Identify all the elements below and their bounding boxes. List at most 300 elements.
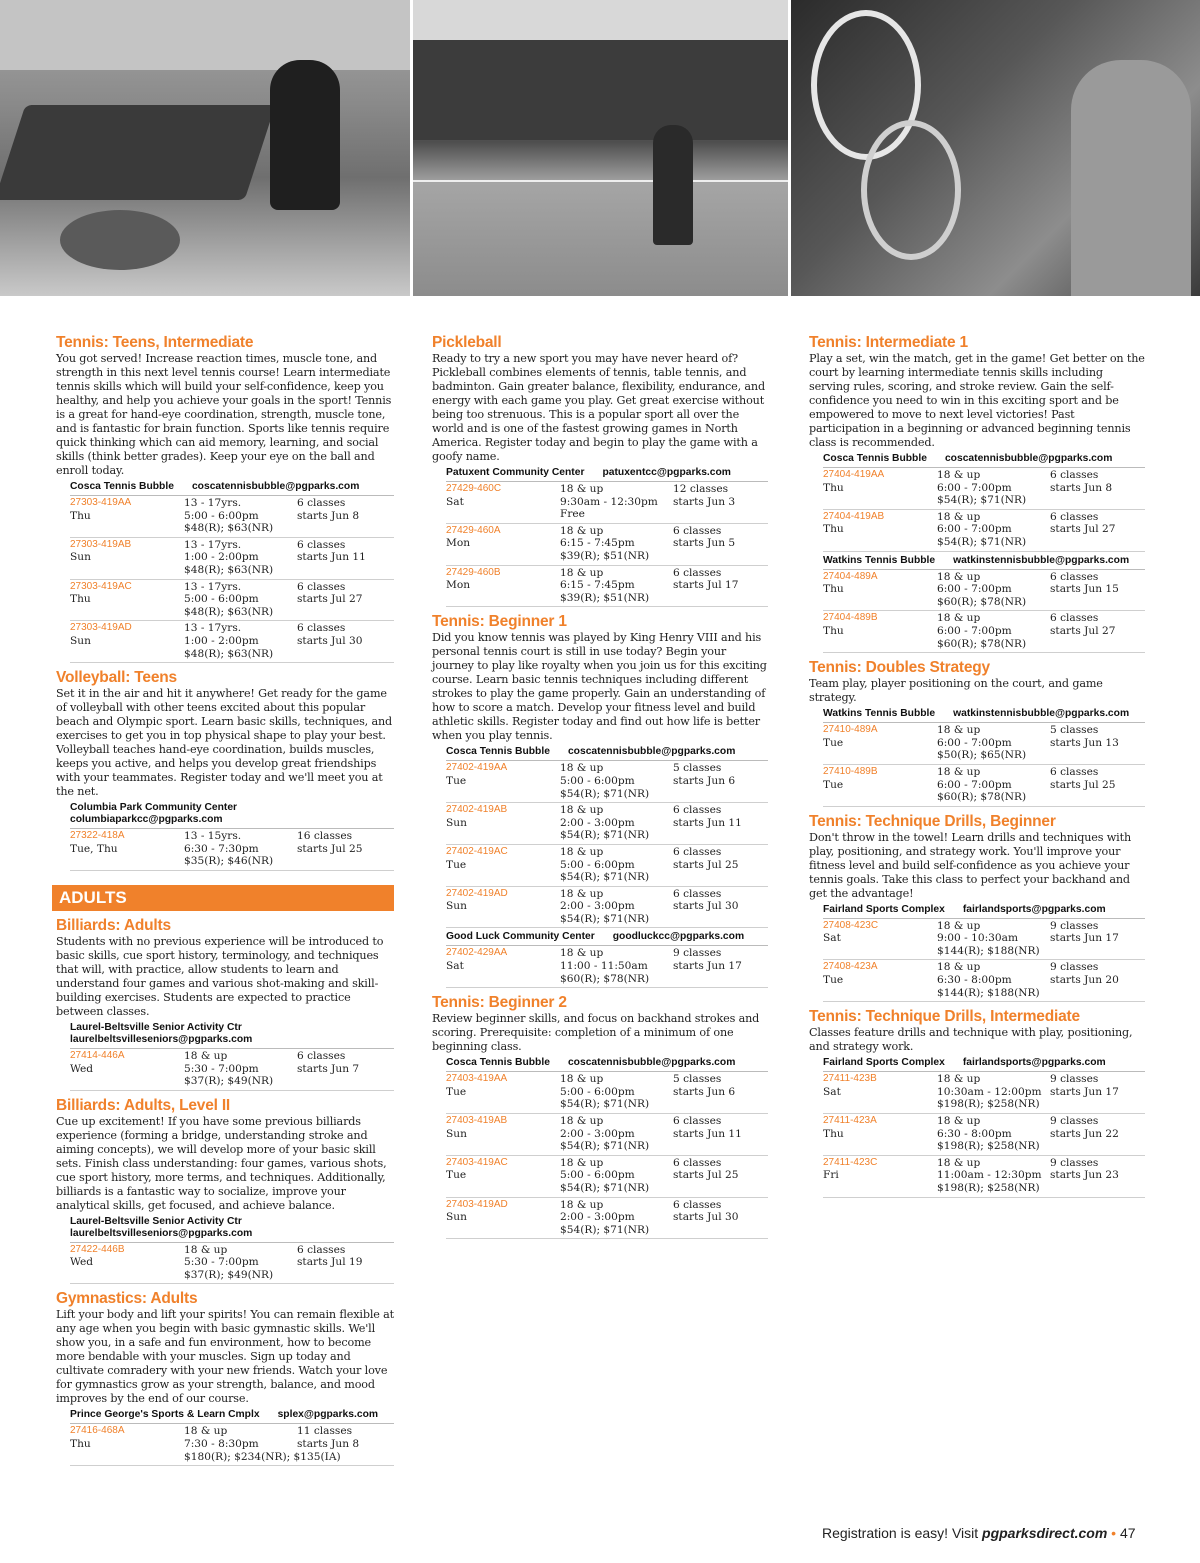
class-count: 6 classes [673,887,722,900]
row-col-code [446,1157,560,1195]
age-range: 18 & up [937,570,981,583]
row-col-classes [673,1073,768,1111]
schedule-table [823,722,1145,807]
course-code[interactable]: 27303-419AB [70,538,132,550]
start-date: starts Jun 6 [673,774,736,787]
row-col-code [823,766,937,804]
row-col-time [560,762,673,800]
age-range: 13 - 15yrs. [184,830,242,843]
location-email[interactable]: patuxentcc@pgparks.com [602,467,731,478]
row-col-time [560,804,673,842]
course-code[interactable]: 27429-460B [446,566,501,578]
tennis-photo [791,0,1200,296]
row-col-classes [673,846,768,884]
schedule-row [823,919,1145,961]
location-header [56,478,394,495]
course-pickleball [432,334,768,607]
course-code[interactable]: 27414-446A [70,1049,125,1061]
class-count: 16 classes [297,830,353,843]
class-count: 9 classes [1050,1156,1099,1169]
class-count: 6 classes [1050,612,1099,625]
location-email[interactable]: coscatennisbubble@pgparks.com [944,453,1113,464]
course-volleyball-teens [56,669,394,871]
course-code[interactable]: 27410-489B [823,765,878,777]
location-header [809,901,1145,918]
class-time: 5:00 - 6:00pm [184,593,259,606]
start-date: starts Jun 3 [673,495,736,508]
row-col-time [937,612,1050,650]
location-email[interactable]: columbiaparkcc@pgparks.com [70,814,223,826]
location-header [432,464,768,481]
course-code[interactable]: 27429-460A [446,524,501,536]
start-date: starts Jul 27 [1050,624,1116,637]
course-title: Tennis: Doubles Strategy [809,659,990,677]
meeting-day: Sun [446,816,467,829]
meeting-day: Thu [70,1438,91,1451]
row-col-classes [297,1050,394,1088]
meeting-day: Tue [823,974,844,987]
row-col-time [184,622,297,660]
row-col-code [446,525,560,563]
course-code[interactable]: 27408-423A [823,961,878,973]
course-title: Tennis: Teens, Intermediate [56,334,254,351]
location-name: Good Luck Community Center [446,931,595,943]
course-description: Set it in the air and hit it anywhere! Get ready for the game of volleyball with other teens excited about this popular beach and Olympic sport. Learn basic skills, techniques, and exercises to get you in top physical shape to play your best. Volleyball teaches hand-eye coordination, builds muscles, keeps you active, and helps you develop great friendships with your teammates. Register today and we'll meet you at the net. [56,687,393,799]
class-count: 9 classes [1050,961,1099,974]
location-name: Columbia Park Community Center [70,802,238,814]
age-range: 13 - 17yrs. [184,580,242,593]
location-name: Watkins Tennis Bubble [823,554,936,566]
class-fee: $54(R); $71(NR) [560,912,650,925]
row-col-time [937,920,1050,958]
start-date: starts Jun 11 [297,551,366,564]
age-range: 18 & up [937,1156,981,1169]
start-date: starts Jun 22 [1050,1127,1119,1140]
class-count: 6 classes [297,538,346,551]
row-col-code [823,612,937,650]
row-col-classes [673,483,768,521]
course-title: Pickleball [432,334,502,351]
class-time: 1:00 - 2:00pm [184,551,259,564]
course-code[interactable]: 27422-446B [70,1243,125,1255]
column-right [809,328,1145,1198]
schedule-table [70,495,394,663]
location-email[interactable]: splex@pgparks.com [277,1409,379,1421]
row-col-code [823,724,937,762]
schedule-row [823,510,1145,552]
class-time: 9:30am - 12:30pm [560,495,658,508]
course-billiards-adults [56,917,394,1091]
age-range: 18 & up [184,1049,228,1062]
column-middle [432,328,768,1239]
meeting-day: Fri [823,1169,839,1182]
schedule-row [823,1072,1145,1114]
row-col-code [823,1115,937,1153]
class-count: 6 classes [673,845,722,858]
meeting-day: Wed [70,1062,94,1075]
schedule-table [823,918,1145,1003]
course-title: Billiards: Adults [56,916,171,934]
row-col-time [184,581,297,619]
start-date: starts Jun 8 [297,1438,360,1451]
schedule-row [70,538,394,580]
schedule-row [446,761,768,803]
age-range: 18 & up [560,1073,604,1086]
row-col-classes [1050,571,1145,609]
meeting-day: Thu [823,583,844,596]
class-fee: $48(R); $63(NR) [184,647,274,660]
course-code[interactable]: 27404-489B [823,612,878,624]
class-time: 5:00 - 6:00pm [560,858,635,871]
row-col-code [446,804,560,842]
course-code[interactable]: 27404-489A [823,570,878,582]
course-code[interactable]: 27410-489A [823,724,878,736]
start-date: starts Jul 25 [297,842,363,855]
location-name: Cosca Tennis Bubble [446,1057,550,1069]
row-col-code [446,888,560,926]
location-email[interactable]: watkinstennisbubble@pgparks.com [953,554,1130,566]
schedule-table [70,1242,394,1285]
row-col-classes [297,830,394,868]
age-range: 18 & up [560,566,604,579]
course-code[interactable]: 27408-423C [823,919,879,931]
start-date: starts Jun 11 [673,1127,742,1140]
meeting-day: Sun [446,1127,467,1140]
class-count: 9 classes [673,947,722,960]
class-count: 6 classes [297,497,346,509]
row-col-code [70,497,184,535]
meeting-day: Tue [823,778,844,791]
row-col-time [937,724,1050,762]
course-description: Review beginner skills, and focus on backhand strokes and scoring. Prerequisite: completion of a minimum of one beginning class. [432,1012,760,1054]
location-email[interactable]: watkinstennisbubble@pgparks.com [953,708,1130,720]
course-code[interactable]: 27416-468A [70,1425,125,1437]
class-fee: $37(R); $49(NR) [184,1075,274,1088]
class-time: 5:30 - 7:00pm [184,1256,259,1269]
class-fee: $60(R); $78(NR) [937,791,1027,804]
meeting-day: Tue [446,858,467,871]
age-range: 13 - 17yrs. [184,622,242,635]
age-range: 18 & up [560,1198,604,1211]
age-range: 18 & up [560,1115,604,1128]
meeting-day: Tue [823,736,844,749]
location-email[interactable]: laurelbeltsvilleseniors@pgparks.com [70,1033,253,1045]
age-range: 18 & up [937,1115,981,1128]
row-col-time [560,567,673,605]
course-code[interactable]: 27403-419AC [446,1156,508,1168]
class-count: 6 classes [673,1156,722,1169]
row-col-classes [673,888,768,926]
row-col-code [446,1073,560,1111]
location-email[interactable]: goodluckcc@pgparks.com [612,931,745,943]
course-code[interactable]: 27411-423C [823,1156,878,1168]
row-col-classes [297,581,394,619]
row-col-classes [1050,1115,1145,1153]
row-col-classes [1050,511,1145,549]
course-tennis-doubles-strategy [809,659,1145,807]
row-col-code [446,947,560,985]
row-col-code [70,1425,184,1463]
location-email[interactable]: coscatennisbubble@pgparks.com [191,481,360,492]
course-code[interactable]: 27411-423A [823,1115,877,1127]
course-code[interactable]: 27322-418A [70,830,125,842]
class-count: 6 classes [297,622,346,635]
course-code[interactable]: 27303-419AD [70,622,132,634]
class-count: 5 classes [1050,724,1099,737]
class-count: 9 classes [1050,919,1099,932]
location-name: Cosca Tennis Bubble [70,481,174,492]
row-col-time [560,525,673,563]
course-code[interactable]: 27402-429AA [446,947,508,959]
row-col-time [560,483,673,521]
row-col-code [823,961,937,999]
class-fee: $50(R); $65(NR) [937,749,1027,762]
row-col-code [823,511,937,549]
row-col-time [937,1115,1050,1153]
class-fee: $54(R); $71(NR) [560,787,650,800]
schedule-row [446,1072,768,1114]
age-range: 18 & up [937,961,981,974]
course-title: Volleyball: Teens [56,669,177,687]
class-fee: $54(R); $71(NR) [560,829,650,842]
course-code[interactable]: 27303-419AC [70,580,132,592]
meeting-day: Sun [70,551,91,564]
row-col-time [184,497,297,535]
class-fee: $54(R); $71(NR) [560,1182,650,1194]
class-time: 2:00 - 3:00pm [560,816,635,829]
age-range: 18 & up [184,1425,228,1438]
class-fee: Free [560,508,585,521]
class-count: 5 classes [673,762,722,775]
location-header [56,799,394,828]
age-range: 18 & up [937,469,981,481]
schedule-row [823,611,1145,653]
start-date: starts Jul 25 [1050,778,1116,791]
row-col-classes [1050,1157,1145,1195]
course-code[interactable]: 27402-419AB [446,804,508,816]
course-technique-drills-beginner [809,813,1145,1003]
schedule-row [446,1114,768,1156]
age-range: 18 & up [937,612,981,625]
course-code[interactable]: 27402-419AC [446,845,508,857]
row-col-classes [673,1115,768,1153]
schedule-row [823,468,1145,510]
start-date: starts Jun 5 [673,537,736,550]
location-email[interactable]: fairlandsports@pgparks.com [962,1057,1106,1069]
course-tennis-beginner-2 [432,994,768,1239]
location-name: Prince George's Sports & Learn Cmplx [70,1409,260,1421]
row-col-classes [297,1425,394,1463]
meeting-day: Sat [823,1085,841,1098]
course-code[interactable]: 27429-460C [446,483,502,494]
meeting-day: Tue, Thu [70,842,118,855]
row-col-code [823,920,937,958]
course-billiards-adults-level-ii [56,1097,394,1285]
schedule-row [823,1114,1145,1156]
start-date: starts Jun 20 [1050,974,1119,987]
row-col-time [184,539,297,577]
schedule-table [446,760,768,928]
row-col-classes [1050,1073,1145,1111]
row-col-time [560,1073,673,1111]
row-col-code [446,483,560,521]
class-time: 5:00 - 6:00pm [560,774,635,787]
course-code[interactable]: 27403-419AD [446,1198,508,1210]
location-name: Patuxent Community Center [446,467,585,478]
course-description: Play a set, win the match, get in the game! Get better on the court by learning intermediate tennis skills including serving rules, scoring, and stroke review. Gain the self-confidence you need to win in this exciting sport and be empowered to move to next level victories! Past participation in a beginning or advanced beginning tennis class is recommended. [809,352,1145,449]
meeting-day: Sat [446,495,464,508]
class-time: 11:00am - 12:30pm [937,1169,1042,1182]
class-count: 6 classes [673,1198,722,1211]
course-code[interactable]: 27411-423B [823,1073,877,1085]
row-col-time [184,1244,297,1282]
row-col-code [446,1199,560,1237]
location-email[interactable]: fairlandsports@pgparks.com [962,903,1106,915]
course-title: Gymnastics: Adults [56,1290,198,1308]
age-range: 18 & up [937,1073,981,1086]
start-date: starts Jul 25 [673,1169,739,1182]
row-col-time [560,1115,673,1153]
row-col-classes [1050,612,1145,650]
class-time: 5:00 - 6:00pm [560,1085,635,1098]
class-count: 11 classes [297,1425,353,1438]
schedule-row [823,570,1145,612]
start-date: starts Jun 17 [1050,932,1119,945]
class-time: 5:00 - 6:00pm [560,1169,635,1182]
course-code[interactable]: 27404-419AA [823,469,885,480]
schedule-row [70,1243,394,1285]
class-time: 6:00 - 7:00pm [937,624,1012,637]
row-col-code [823,571,937,609]
course-code[interactable]: 27404-419AB [823,510,885,522]
row-col-time [937,469,1050,507]
class-fee: $198(R); $258(NR) [937,1182,1040,1194]
age-range: 13 - 17yrs. [184,497,242,509]
class-time: 6:30 - 8:00pm [937,1127,1012,1140]
start-date: starts Jun 17 [673,960,742,973]
course-title: Tennis: Beginner 1 [432,613,567,631]
row-col-classes [673,1157,768,1195]
location-name: Cosca Tennis Bubble [823,453,927,464]
class-count: 6 classes [1050,469,1099,481]
class-time: 6:30 - 7:30pm [184,842,259,855]
location-header [56,1213,394,1242]
row-col-code [70,581,184,619]
pickleball-photo [413,0,788,296]
billiards-photo [0,0,410,296]
start-date: starts Jul 27 [1050,523,1116,536]
row-col-classes [1050,766,1145,804]
row-col-classes [297,1244,394,1282]
schedule-row [446,482,768,524]
meeting-day: Sat [823,932,841,945]
row-col-classes [1050,920,1145,958]
course-description: Cue up excitement! If you have some previous billiards experience (forming a bridge, understanding stroke and aiming concepts), we will develop more of your basic skill sets. Finish class understanding: four games, various shots, cue sport history, more terms, and techniques. Additionally, billiards is a fantastic way to socialize, improve your analytical skills, get focused, and achieve balance. [56,1114,387,1212]
course-code[interactable]: 27402-419AA [446,762,508,774]
row-col-time [937,571,1050,609]
location-email[interactable]: coscatennisbubble@pgparks.com [567,746,736,758]
location-header [432,743,768,760]
course-tennis-intermediate-1 [809,334,1145,653]
class-count: 6 classes [673,524,722,537]
start-date: starts Jun 15 [1050,583,1119,596]
class-fee: $39(R); $51(NR) [560,591,650,604]
schedule-table [446,1071,768,1239]
row-col-classes [673,947,768,985]
meeting-day: Thu [70,509,91,522]
age-range: 18 & up [560,762,604,775]
course-code[interactable]: 27303-419AA [70,497,132,508]
class-fee: $54(R); $71(NR) [560,1098,650,1111]
location-header [809,552,1145,569]
schedule-row [446,887,768,929]
page-footer [822,1525,1152,1541]
course-description: You got served! Increase reaction times, muscle tone, and strength in this next level tennis course! Learn intermediate tennis skills which will build your self-confidence, keep you healthy, and help you achieve your goals in the sport! Tennis is a great for hand-eye coordination, strength, muscle tone, and is fantastic for brain function. Sports like tennis require quick thinking which can aid memory, learning, and social skills (think better grades). Keep your eye on the ball and enroll today. [56,352,392,477]
schedule-row [446,946,768,988]
course-code[interactable]: 27402-419AD [446,887,508,899]
schedule-row [823,765,1145,807]
footer-site-link[interactable]: pgparksdirect.com [982,1525,1108,1541]
row-col-time [937,511,1050,549]
start-date: starts Jul 17 [673,579,739,592]
meeting-day: Mon [446,537,471,550]
age-range: 18 & up [560,483,604,495]
location-header [432,928,768,945]
start-date: starts Jun 11 [673,816,742,829]
course-code[interactable]: 27403-419AA [446,1073,508,1085]
location-email[interactable]: coscatennisbubble@pgparks.com [567,1057,736,1069]
course-code[interactable]: 27403-419AB [446,1115,508,1127]
row-col-time [937,766,1050,804]
class-count: 9 classes [1050,1115,1099,1128]
age-range: 18 & up [560,887,604,900]
schedule-row [446,566,768,608]
location-name: Fairland Sports Complex [823,903,945,915]
row-col-code [70,830,184,868]
location-name: Laurel-Beltsville Senior Activity Ctr [70,1215,242,1227]
location-name: Watkins Tennis Bubble [823,708,936,720]
class-time: 9:00 - 10:30am [937,932,1018,945]
schedule-table [823,1071,1145,1197]
class-fee: $48(R); $63(NR) [184,605,274,618]
course-description: Ready to try a new sport you may have never heard of? Pickleball combines elements of tennis, table tennis, and badminton. Gain greater balance, flexibility, endurance, and energy with each game you play. Get great exercise without being too strenuous. This is a popular sport all over the world and is one of the fastest growing games in North America. Register today and begin to play the game with a goofy name. [432,352,765,463]
row-col-classes [297,622,394,660]
schedule-row [70,580,394,622]
start-date: starts Jul 30 [673,1211,739,1224]
row-col-classes [297,497,394,535]
location-email[interactable]: laurelbeltsvilleseniors@pgparks.com [70,1227,253,1239]
row-col-code [446,846,560,884]
schedule-row [446,1156,768,1198]
class-fee: $54(R); $71(NR) [560,871,650,884]
location-name: Cosca Tennis Bubble [446,746,550,758]
class-time: 6:00 - 7:00pm [937,583,1012,596]
schedule-table [823,569,1145,654]
start-date: starts Jun 23 [1050,1169,1119,1182]
meeting-day: Tue [446,1169,467,1182]
class-time: 6:00 - 7:00pm [937,481,1012,494]
start-date: starts Jul 30 [297,634,363,647]
schedule-row [70,496,394,538]
class-count: 6 classes [297,1049,346,1062]
class-fee: $54(R); $71(NR) [937,535,1027,548]
class-fee: $54(R); $71(NR) [937,494,1027,507]
age-range: 18 & up [560,524,604,537]
course-title: Tennis: Technique Drills, Beginner [809,812,1056,830]
class-fee: $60(R); $78(NR) [937,637,1027,650]
schedule-row [446,803,768,845]
meeting-day: Sun [446,1211,467,1224]
